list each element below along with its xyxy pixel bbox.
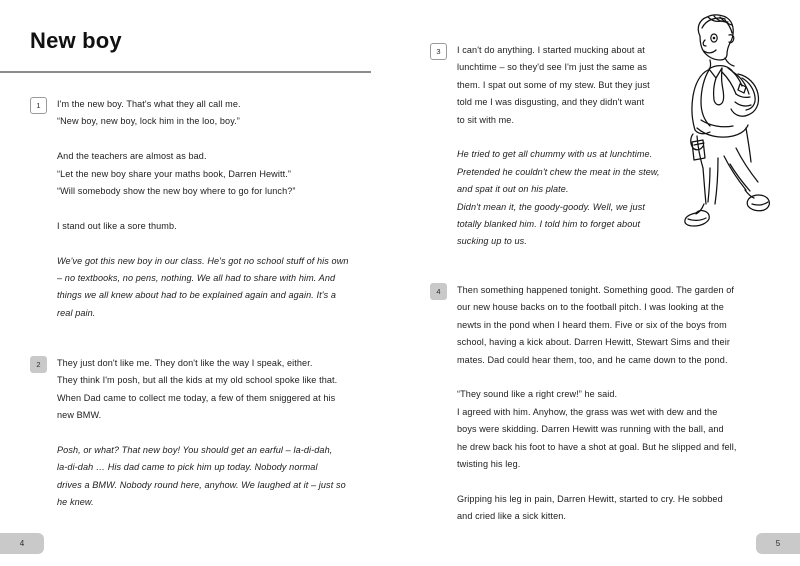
text-line: Gripping his leg in pain, Darren Hewitt, started to cry. He sobbed — [457, 493, 723, 504]
page-number-left: 4 — [0, 533, 44, 554]
text-block-italic — [457, 146, 688, 250]
text-line: la-di-dah … His dad came to pick him up today. Nobody normal — [57, 462, 318, 473]
right-page — [400, 0, 800, 566]
text-line: “New boy, new boy, lock him in the loo, boy.” — [57, 116, 240, 127]
text-line: Pretended he couldn't chew the meat in the stew, — [457, 166, 660, 177]
text-line: boys were skidding. Darren Hewitt was running with the ball, and — [457, 424, 724, 435]
text-block — [57, 148, 369, 200]
text-line: “Will somebody show the new boy where to go for lunch?” — [57, 186, 296, 197]
text-line: When Dad came to collect me today, a few of them sniggered at his — [57, 392, 336, 403]
text-block — [457, 42, 688, 129]
paragraph-marker-1: 1 — [30, 97, 47, 114]
paragraph-gap — [457, 129, 688, 146]
text-block — [57, 355, 369, 425]
text-block-italic — [57, 253, 369, 323]
text-line: and spat it out on his plate. — [457, 184, 569, 195]
left-paragraph-1-text — [57, 96, 369, 322]
text-line: told me I was disgusting, and they didn't want — [457, 97, 645, 108]
text-line: real pain. — [57, 307, 96, 318]
text-line: “They sound like a right crew!” he said. — [457, 389, 618, 400]
text-line: We've got this new boy in our class. He's got no school stuff of his own — [57, 255, 349, 266]
text-line: to sit with me. — [457, 114, 515, 125]
text-line: lunchtime – so they'd see I'm just the same as — [457, 62, 648, 73]
title-divider — [0, 71, 371, 73]
text-line: I stand out like a sore thumb. — [57, 220, 177, 231]
text-line: totally blanked him. I told him to forget about — [457, 219, 641, 230]
text-line: mates. Dad could hear them, too, and he came down to the pond. — [457, 354, 728, 365]
paragraph-gap — [57, 235, 369, 252]
text-line: “Let the new boy share your maths book, Darren Hewitt.” — [57, 168, 291, 179]
text-line: He tried to get all chummy with us at lunchtime. — [457, 149, 653, 160]
text-line: They think I'm posh, but all the kids at my old school spoke like that. — [57, 375, 338, 386]
text-line: newts in the pond when I heard them. Five or six of the boys from — [457, 319, 727, 330]
text-line: and cried like a sick kitten. — [457, 511, 567, 522]
text-line: Didn't mean it, the goody-goody. Well, we just — [457, 201, 645, 212]
text-line: things we all knew about had to be explained again and again. It's a — [57, 290, 337, 301]
text-line: Posh, or what? That new boy! You should get an earful – la-di-dah, — [57, 445, 333, 456]
paragraph-marker-4: 4 — [430, 283, 447, 300]
page-title: New boy — [30, 28, 122, 53]
text-block — [457, 386, 769, 473]
text-line: our new house backs on to the football pitch. I was looking at the — [457, 302, 724, 313]
text-line: sucking up to us. — [457, 236, 527, 247]
text-block-italic — [57, 442, 369, 512]
text-line: I can't do anything. I started mucking about at — [457, 45, 645, 55]
text-block — [457, 491, 769, 526]
text-line: new BMW. — [57, 410, 102, 421]
paragraph-gap — [57, 200, 369, 217]
text-line: I agreed with him. Anyhow, the grass was wet with dew and the — [457, 406, 718, 417]
text-line: he drew back his foot to have a shot at goal. But he slipped and fell, — [457, 441, 737, 452]
text-line: And the teachers are almost as bad. — [57, 151, 207, 162]
text-block — [57, 218, 369, 235]
text-block — [457, 282, 769, 369]
page-number-right: 5 — [756, 533, 800, 554]
text-line: drives a BMW. Nobody round here, anyhow. We laughed at it – just so — [57, 479, 346, 490]
paragraph-gap — [457, 473, 769, 490]
left-paragraph-2-text — [57, 355, 369, 512]
text-line: Then something happened tonight. Something good. The garden of — [457, 285, 735, 295]
right-paragraph-3-text — [457, 42, 688, 251]
text-line: he knew. — [57, 497, 94, 508]
paragraph-marker-2: 2 — [30, 356, 47, 373]
right-paragraph-4-text — [457, 282, 769, 526]
text-line: school, having a kick about. Darren Hewitt, Stewart Sims and their — [457, 337, 730, 348]
paragraph-gap — [57, 131, 369, 148]
text-line: twisting his leg. — [457, 459, 521, 470]
paragraph-gap — [457, 369, 769, 386]
text-line: They just don't like me. They don't like the way I speak, either. — [57, 358, 313, 368]
text-line: them. I spat out some of my stew. But they just — [457, 79, 650, 90]
text-block — [57, 96, 369, 131]
text-line: I'm the new boy. That's what they all call me. — [57, 99, 241, 109]
paragraph-marker-3: 3 — [430, 43, 447, 60]
paragraph-gap — [57, 425, 369, 442]
text-line: – no textbooks, no pens, nothing. We all had to share with him. And — [57, 273, 336, 284]
schoolboy-illustration — [678, 8, 798, 233]
